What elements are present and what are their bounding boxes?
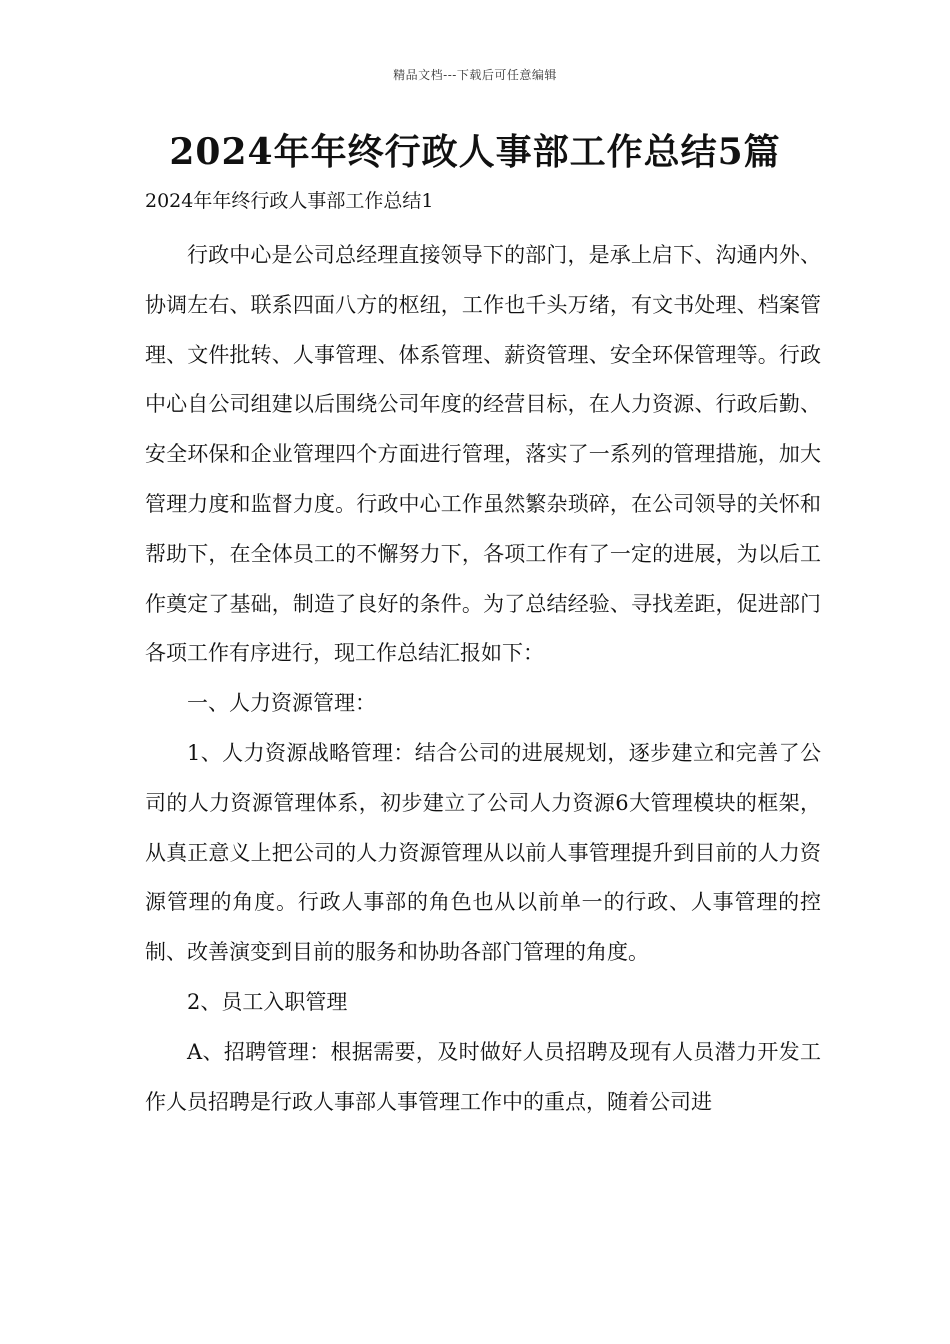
document-title: 2024年年终行政人事部工作总结5篇	[169, 131, 781, 173]
paragraph-recruitment: A、招聘管理：根据需要，及时做好人员招聘及现有人员潜力开发工作人员招聘是行政人事部人事管理工作中的重点，随着公司进	[145, 1039, 821, 1114]
section-heading-hr: 一、人力资源管理：	[187, 691, 376, 716]
document-body	[145, 231, 821, 1127]
section-heading-onboarding: 2、员工入职管理	[187, 989, 348, 1014]
paragraph-hr-strategy: 1、人力资源战略管理：结合公司的进展规划，逐步建立和完善了公司的人力资源管理体系，初步建立了公司人力资源6大管理模块的框架，从真正意义上把公司的人力资源管理从以前人事管理提升到目前的人力资源管理的角度。行政人事部的角色也从以前单一的行政、人事管理的控制、改善演变到目前的服务和协助各部门管理的角度。	[145, 740, 821, 965]
header-note: 精品文档---下载后可任意编辑	[393, 68, 557, 82]
paragraph-intro: 行政中心是公司总经理直接领导下的部门，是承上启下、沟通内外、协调左右、联系四面八方的枢纽，工作也千头万绪，有文书处理、档案管理、文件批转、人事管理、体系管理、薪资管理、安全环保管理等。行政中心自公司组建以后围绕公司年度的经营目标，在人力资源、行政后勤、安全环保和企业管理四个方面进行管理，落实了一系列的管理措施，加大管理力度和监督力度。行政中心工作虽然繁杂琐碎，在公司领导的关怀和帮助下，在全体员工的不懈努力下，各项工作有了一定的进展，为以后工作奠定了基础，制造了良好的条件。为了总结经验、寻找差距，促进部门各项工作有序进行，现工作总结汇报如下：	[145, 243, 821, 666]
document-subtitle: 2024年年终行政人事部工作总结1	[145, 190, 434, 212]
